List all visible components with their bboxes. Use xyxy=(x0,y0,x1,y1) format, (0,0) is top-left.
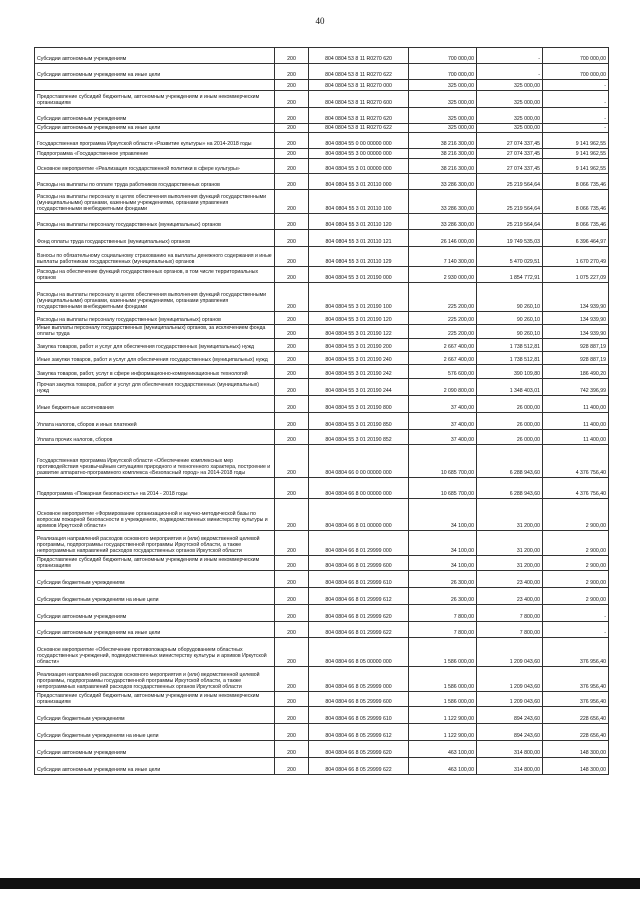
row-approved-amount-cell: 576 600,00 xyxy=(409,365,477,379)
row-classification-code-cell: 804 0804 66 8 01 29999 620 xyxy=(309,605,409,622)
row-classification-code-cell: 804 0804 53 8 11 R0270 622 xyxy=(309,64,409,80)
budget-table-body xyxy=(35,48,609,775)
row-executed-amount-cell: 26 000,00 xyxy=(477,396,543,413)
row-remaining-amount-cell: 2 900,00 xyxy=(543,588,609,605)
row-classification-code-cell: 804 0804 55 0 00 00000 000 xyxy=(309,133,409,149)
row-admin-code-cell: 200 xyxy=(275,692,309,707)
row-executed-amount-cell: 90 260,10 xyxy=(477,312,543,325)
row-remaining-amount-cell: 134 939,90 xyxy=(543,325,609,339)
row-name-cell: Взносы по обязательному социальному страхованию на выплаты денежного содержания и иные выплаты работникам государственных (муниципальных) органов xyxy=(35,247,275,267)
row-executed-amount-cell: 25 219 564,64 xyxy=(477,214,543,230)
row-executed-amount-cell: 390 109,80 xyxy=(477,365,543,379)
row-name-cell: Закупка товаров, работ и услуг для обеспечения государственных (муниципальных) нужд xyxy=(35,339,275,352)
scan-edge-bar xyxy=(0,878,640,889)
table-row xyxy=(35,478,609,499)
row-executed-amount-cell: 894 243,60 xyxy=(477,707,543,724)
row-remaining-amount-cell: 376 956,40 xyxy=(543,667,609,692)
row-admin-code-cell: 200 xyxy=(275,312,309,325)
row-admin-code-cell: 200 xyxy=(275,325,309,339)
row-approved-amount-cell: 26 146 000,00 xyxy=(409,230,477,247)
row-classification-code-cell: 804 0804 66 8 01 29999 610 xyxy=(309,571,409,588)
row-classification-code-cell: 804 0804 55 3 01 20190 242 xyxy=(309,365,409,379)
row-remaining-amount-cell: 2 900,00 xyxy=(543,571,609,588)
row-remaining-amount-cell: - xyxy=(543,108,609,124)
row-name-cell: Фонд оплаты труда государственных (муниципальных) органов xyxy=(35,230,275,247)
row-admin-code-cell: 200 xyxy=(275,707,309,724)
row-executed-amount-cell: 325 000,00 xyxy=(477,108,543,124)
row-admin-code-cell: 200 xyxy=(275,622,309,638)
row-remaining-amount-cell: 2 900,00 xyxy=(543,556,609,571)
row-name-cell: Государственная программа Иркутской области «Обеспечение комплексных мер противодействия чрезвычайным ситуациям природного и техногенного характера, построение и развитие аппаратно-программного комплекса «Безопасный город» на 2014-2018 годы xyxy=(35,445,275,478)
row-classification-code-cell: 804 0804 55 3 01 20110 000 xyxy=(309,174,409,190)
row-admin-code-cell: 200 xyxy=(275,214,309,230)
row-executed-amount-cell: 1 209 043,60 xyxy=(477,638,543,667)
row-admin-code-cell: 200 xyxy=(275,247,309,267)
row-admin-code-cell: 200 xyxy=(275,124,309,133)
table-row xyxy=(35,365,609,379)
row-remaining-amount-cell: 9 141 962,55 xyxy=(543,149,609,159)
table-row xyxy=(35,339,609,352)
row-approved-amount-cell: 1 586 000,00 xyxy=(409,667,477,692)
row-classification-code-cell: 804 0804 53 8 11 R0270 600 xyxy=(309,91,409,108)
row-remaining-amount-cell: 134 939,90 xyxy=(543,283,609,312)
row-classification-code-cell: 804 0804 55 3 01 20190 240 xyxy=(309,352,409,365)
row-admin-code-cell: 200 xyxy=(275,758,309,775)
row-admin-code-cell: 200 xyxy=(275,588,309,605)
row-executed-amount-cell: 27 074 337,45 xyxy=(477,133,543,149)
row-admin-code-cell: 200 xyxy=(275,445,309,478)
row-remaining-amount-cell: 134 939,90 xyxy=(543,312,609,325)
table-row xyxy=(35,379,609,396)
row-executed-amount-cell: 1 738 512,81 xyxy=(477,352,543,365)
row-approved-amount-cell: 7 800,00 xyxy=(409,605,477,622)
row-admin-code-cell: 200 xyxy=(275,396,309,413)
row-executed-amount-cell: 25 219 564,64 xyxy=(477,174,543,190)
row-remaining-amount-cell: 11 400,00 xyxy=(543,413,609,430)
row-executed-amount-cell: 27 074 337,45 xyxy=(477,159,543,174)
row-name-cell: Субсидии бюджетным учреждениям xyxy=(35,707,275,724)
row-approved-amount-cell: 38 216 300,00 xyxy=(409,159,477,174)
row-admin-code-cell: 200 xyxy=(275,571,309,588)
budget-table xyxy=(34,47,609,775)
row-remaining-amount-cell: 2 900,00 xyxy=(543,499,609,531)
row-classification-code-cell: 804 0804 66 8 05 29999 000 xyxy=(309,667,409,692)
row-classification-code-cell: 804 0804 55 3 01 20190 122 xyxy=(309,325,409,339)
row-approved-amount-cell: 325 000,00 xyxy=(409,91,477,108)
row-approved-amount-cell: 37 400,00 xyxy=(409,430,477,445)
row-approved-amount-cell: 2 667 400,00 xyxy=(409,339,477,352)
row-name-cell: Уплата налогов, сборов и иных платежей xyxy=(35,413,275,430)
row-remaining-amount-cell: 228 656,40 xyxy=(543,707,609,724)
row-name-cell: Субсидии автономным учреждениям xyxy=(35,605,275,622)
row-name-cell: Расходы на выплаты персоналу в целях обеспечения выполнения функций государственными (муниципальными) органами, казенными учреждениями, органами управления государственными внебюджетными фондами xyxy=(35,283,275,312)
row-name-cell: Реализация направлений расходов основного мероприятия и (или) ведомственной целевой программы, подпрограммы государственной программы Иркутской области, а также непрограммных направлений расходов государственных органов Иркутской области xyxy=(35,667,275,692)
row-executed-amount-cell: 1 209 043,60 xyxy=(477,692,543,707)
row-approved-amount-cell: 34 100,00 xyxy=(409,499,477,531)
row-name-cell: Субсидии автономным учреждениям на иные цели xyxy=(35,124,275,133)
row-approved-amount-cell: 33 286 300,00 xyxy=(409,190,477,214)
row-remaining-amount-cell: 11 400,00 xyxy=(543,396,609,413)
row-classification-code-cell: 804 0804 66 8 00 00000 000 xyxy=(309,478,409,499)
row-name-cell: Предоставление субсидий бюджетным, автономным учреждениям и иным некоммерческим организациям xyxy=(35,91,275,108)
row-approved-amount-cell: 38 216 300,00 xyxy=(409,133,477,149)
table-row xyxy=(35,556,609,571)
row-approved-amount-cell: 7 800,00 xyxy=(409,622,477,638)
row-approved-amount-cell: 1 122 900,00 xyxy=(409,724,477,741)
table-row xyxy=(35,707,609,724)
row-approved-amount-cell: 1 122 900,00 xyxy=(409,707,477,724)
row-classification-code-cell: 804 0804 55 3 01 20110 100 xyxy=(309,190,409,214)
row-admin-code-cell: 200 xyxy=(275,352,309,365)
row-name-cell: Уплата прочих налогов, сборов xyxy=(35,430,275,445)
table-row xyxy=(35,108,609,124)
row-classification-code-cell: 804 0804 66 8 05 29999 620 xyxy=(309,741,409,758)
row-admin-code-cell: 200 xyxy=(275,638,309,667)
table-row xyxy=(35,124,609,133)
row-executed-amount-cell: 1 738 512,81 xyxy=(477,339,543,352)
row-admin-code-cell: 200 xyxy=(275,108,309,124)
table-row xyxy=(35,430,609,445)
row-name-cell: Субсидии бюджетным учреждениям на иные цели xyxy=(35,724,275,741)
row-name-cell: Основное мероприятие «Реализация государственной политики в сфере культуры» xyxy=(35,159,275,174)
row-remaining-amount-cell: 148 300,00 xyxy=(543,741,609,758)
row-approved-amount-cell: 26 300,00 xyxy=(409,571,477,588)
table-row xyxy=(35,724,609,741)
row-classification-code-cell: 804 0804 55 3 01 20110 121 xyxy=(309,230,409,247)
table-row xyxy=(35,638,609,667)
row-remaining-amount-cell: 186 490,20 xyxy=(543,365,609,379)
row-name-cell: Субсидии автономным учреждениям на иные цели xyxy=(35,64,275,80)
row-approved-amount-cell: 10 685 700,00 xyxy=(409,478,477,499)
page-number: 40 xyxy=(315,16,325,26)
table-row xyxy=(35,80,609,91)
row-approved-amount-cell: 225 200,00 xyxy=(409,325,477,339)
row-admin-code-cell: 200 xyxy=(275,499,309,531)
row-classification-code-cell: 804 0804 55 3 01 20190 852 xyxy=(309,430,409,445)
row-name-cell: Расходы на выплаты персоналу государственных (муниципальных) органов xyxy=(35,312,275,325)
row-name-cell: Государственная программа Иркутской области «Развитие культуры» на 2014-2018 годы xyxy=(35,133,275,149)
row-classification-code-cell: 804 0804 66 8 05 29999 612 xyxy=(309,724,409,741)
row-classification-code-cell: 804 0804 55 3 01 20190 000 xyxy=(309,267,409,283)
row-remaining-amount-cell: - xyxy=(543,124,609,133)
row-admin-code-cell: 200 xyxy=(275,91,309,108)
row-name-cell: Субсидии автономным учреждениям на иные цели xyxy=(35,758,275,775)
row-executed-amount-cell: 25 219 564,64 xyxy=(477,190,543,214)
row-executed-amount-cell: 1 854 772,91 xyxy=(477,267,543,283)
row-classification-code-cell: 804 0804 66 8 01 29999 622 xyxy=(309,622,409,638)
row-executed-amount-cell: 5 470 029,51 xyxy=(477,247,543,267)
row-remaining-amount-cell: 700 000,00 xyxy=(543,64,609,80)
row-name-cell: Расходы на выплаты по оплате труда работников государственных органов xyxy=(35,174,275,190)
row-name-cell: Прочая закупка товаров, работ и услуг для обеспечения государственных (муниципальных) нужд xyxy=(35,379,275,396)
row-name-cell: Предоставление субсидий бюджетным, автономным учреждениям и иным некоммерческим организациям xyxy=(35,692,275,707)
row-executed-amount-cell: 23 400,00 xyxy=(477,588,543,605)
row-admin-code-cell: 200 xyxy=(275,267,309,283)
row-classification-code-cell: 804 0804 53 8 11 R0270 000 xyxy=(309,80,409,91)
row-classification-code-cell: 804 0804 55 3 01 20190 244 xyxy=(309,379,409,396)
table-row xyxy=(35,91,609,108)
row-approved-amount-cell: 1 586 000,00 xyxy=(409,692,477,707)
row-name-cell: Расходы на выплаты персоналу государственных (муниципальных) органов xyxy=(35,214,275,230)
row-classification-code-cell: 804 0804 66 8 05 29999 622 xyxy=(309,758,409,775)
row-remaining-amount-cell: 928 887,19 xyxy=(543,352,609,365)
row-name-cell: Субсидии автономным учреждениям xyxy=(35,48,275,64)
row-approved-amount-cell: 463 100,00 xyxy=(409,741,477,758)
row-approved-amount-cell: 34 100,00 xyxy=(409,531,477,556)
row-name-cell: Субсидии автономным учреждениям на иные цели xyxy=(35,622,275,638)
table-row xyxy=(35,396,609,413)
table-row xyxy=(35,445,609,478)
table-row xyxy=(35,214,609,230)
row-approved-amount-cell: 463 100,00 xyxy=(409,758,477,775)
row-name-cell: Предоставление субсидий бюджетным, автономным учреждениям и иным некоммерческим организациям xyxy=(35,556,275,571)
row-executed-amount-cell: 6 288 943,60 xyxy=(477,445,543,478)
row-approved-amount-cell: 33 286 300,00 xyxy=(409,214,477,230)
row-executed-amount-cell: 19 749 535,03 xyxy=(477,230,543,247)
table-row xyxy=(35,352,609,365)
row-admin-code-cell: 200 xyxy=(275,379,309,396)
row-remaining-amount-cell: 4 376 756,40 xyxy=(543,445,609,478)
row-approved-amount-cell: 34 100,00 xyxy=(409,556,477,571)
row-remaining-amount-cell: 1 075 227,09 xyxy=(543,267,609,283)
row-remaining-amount-cell: 376 956,40 xyxy=(543,692,609,707)
row-admin-code-cell: 200 xyxy=(275,741,309,758)
row-name-cell: Подпрограмма «Государственное управление xyxy=(35,149,275,159)
row-remaining-amount-cell: 148 300,00 xyxy=(543,758,609,775)
row-classification-code-cell: 804 0804 66 8 05 00000 000 xyxy=(309,638,409,667)
table-row xyxy=(35,133,609,149)
row-executed-amount-cell: 6 288 943,60 xyxy=(477,478,543,499)
row-approved-amount-cell: 10 685 700,00 xyxy=(409,445,477,478)
row-name-cell: Иные закупки товаров, работ и услуг для обеспечения государственных (муниципальных) нужд xyxy=(35,352,275,365)
row-classification-code-cell: 804 0804 53 8 11 R0270 620 xyxy=(309,48,409,64)
table-row xyxy=(35,283,609,312)
row-remaining-amount-cell: 376 956,40 xyxy=(543,638,609,667)
row-name-cell: Основное мероприятие «Формирование организационной и научно-методической базы по вопросам пожарной безопасности в учреждениях, подведомственных министерству культуры и архивов Иркутской области» xyxy=(35,499,275,531)
table-row xyxy=(35,741,609,758)
row-remaining-amount-cell: 700 000,00 xyxy=(543,48,609,64)
table-row xyxy=(35,159,609,174)
row-executed-amount-cell: 26 000,00 xyxy=(477,413,543,430)
row-admin-code-cell: 200 xyxy=(275,48,309,64)
row-remaining-amount-cell: - xyxy=(543,622,609,638)
row-executed-amount-cell: 314 800,00 xyxy=(477,741,543,758)
row-remaining-amount-cell: 8 066 735,46 xyxy=(543,214,609,230)
row-classification-code-cell: 804 0804 55 3 01 00000 000 xyxy=(309,159,409,174)
row-remaining-amount-cell: 8 066 735,46 xyxy=(543,174,609,190)
row-approved-amount-cell: 38 216 300,00 xyxy=(409,149,477,159)
row-admin-code-cell: 200 xyxy=(275,556,309,571)
table-row xyxy=(35,64,609,80)
row-classification-code-cell: 804 0804 55 3 01 20190 800 xyxy=(309,396,409,413)
row-admin-code-cell: 200 xyxy=(275,605,309,622)
row-name-cell: Подпрограмма «Пожарная безопасность» на 2014 - 2018 годы xyxy=(35,478,275,499)
row-name-cell: Расходы на выплаты персоналу в целях обеспечения выполнения функций государственными (муниципальными) органами, казенными учреждениями, органами управления государственными внебюджетными фондами xyxy=(35,190,275,214)
table-row xyxy=(35,622,609,638)
row-approved-amount-cell: 1 586 000,00 xyxy=(409,638,477,667)
table-row xyxy=(35,758,609,775)
row-classification-code-cell: 804 0804 66 8 01 29999 000 xyxy=(309,531,409,556)
row-classification-code-cell: 804 0804 66 8 01 00000 000 xyxy=(309,499,409,531)
row-approved-amount-cell: 325 000,00 xyxy=(409,80,477,91)
row-classification-code-cell: 804 0804 55 3 01 20190 120 xyxy=(309,312,409,325)
row-remaining-amount-cell: - xyxy=(543,91,609,108)
table-row xyxy=(35,571,609,588)
row-name-cell: Основное мероприятие «Обеспечение противопожарным оборудованием областных государственных учреждений, подведомственных министерству культуры и архивов Иркутской области» xyxy=(35,638,275,667)
row-executed-amount-cell: 1 348 403,01 xyxy=(477,379,543,396)
row-classification-code-cell: 804 0804 53 8 11 R0270 620 xyxy=(309,108,409,124)
table-row xyxy=(35,230,609,247)
row-name-cell: Иные бюджетные ассигнования xyxy=(35,396,275,413)
table-row xyxy=(35,499,609,531)
row-executed-amount-cell: 23 400,00 xyxy=(477,571,543,588)
row-admin-code-cell: 200 xyxy=(275,174,309,190)
row-admin-code-cell: 200 xyxy=(275,667,309,692)
row-name-cell: Субсидии бюджетным учреждениям xyxy=(35,571,275,588)
row-approved-amount-cell: 325 000,00 xyxy=(409,124,477,133)
row-admin-code-cell: 200 xyxy=(275,80,309,91)
row-remaining-amount-cell: 9 141 962,55 xyxy=(543,133,609,149)
row-approved-amount-cell: 700 000,00 xyxy=(409,48,477,64)
row-executed-amount-cell: 90 260,10 xyxy=(477,325,543,339)
row-admin-code-cell: 200 xyxy=(275,478,309,499)
row-name-cell: Закупка товаров, работ, услуг в сфере информационно-коммуникационных технологий xyxy=(35,365,275,379)
row-remaining-amount-cell: 1 670 270,49 xyxy=(543,247,609,267)
row-classification-code-cell: 804 0804 55 3 01 20190 850 xyxy=(309,413,409,430)
row-admin-code-cell: 200 xyxy=(275,430,309,445)
row-admin-code-cell: 200 xyxy=(275,64,309,80)
row-executed-amount-cell: 7 800,00 xyxy=(477,622,543,638)
row-admin-code-cell: 200 xyxy=(275,159,309,174)
row-executed-amount-cell: 31 200,00 xyxy=(477,531,543,556)
table-row xyxy=(35,692,609,707)
row-classification-code-cell: 804 0804 55 3 01 20190 200 xyxy=(309,339,409,352)
row-executed-amount-cell: 31 200,00 xyxy=(477,556,543,571)
row-executed-amount-cell: 314 800,00 xyxy=(477,758,543,775)
row-approved-amount-cell: 33 286 300,00 xyxy=(409,174,477,190)
row-executed-amount-cell: - xyxy=(477,48,543,64)
row-classification-code-cell: 804 0804 53 8 11 R0270 622 xyxy=(309,124,409,133)
row-executed-amount-cell: 894 243,60 xyxy=(477,724,543,741)
row-approved-amount-cell: 26 300,00 xyxy=(409,588,477,605)
table-row xyxy=(35,325,609,339)
row-admin-code-cell: 200 xyxy=(275,283,309,312)
row-classification-code-cell: 804 0804 55 3 01 20190 100 xyxy=(309,283,409,312)
row-remaining-amount-cell: 4 376 756,40 xyxy=(543,478,609,499)
row-executed-amount-cell: 7 800,00 xyxy=(477,605,543,622)
row-classification-code-cell: 804 0804 66 8 01 29999 612 xyxy=(309,588,409,605)
row-name-cell: Субсидии бюджетным учреждениям на иные цели xyxy=(35,588,275,605)
row-executed-amount-cell: 325 000,00 xyxy=(477,80,543,91)
row-admin-code-cell: 200 xyxy=(275,190,309,214)
row-classification-code-cell: 804 0804 55 3 01 20110 120 xyxy=(309,214,409,230)
row-approved-amount-cell: 2 667 400,00 xyxy=(409,352,477,365)
row-classification-code-cell: 804 0804 66 8 05 29999 610 xyxy=(309,707,409,724)
row-admin-code-cell: 200 xyxy=(275,339,309,352)
row-approved-amount-cell: 700 000,00 xyxy=(409,64,477,80)
row-classification-code-cell: 804 0804 66 8 05 29999 600 xyxy=(309,692,409,707)
row-approved-amount-cell: 7 140 300,00 xyxy=(409,247,477,267)
row-remaining-amount-cell: 742 396,99 xyxy=(543,379,609,396)
row-executed-amount-cell: 26 000,00 xyxy=(477,430,543,445)
row-remaining-amount-cell: 6 396 464,97 xyxy=(543,230,609,247)
row-remaining-amount-cell: 928 887,19 xyxy=(543,339,609,352)
row-admin-code-cell: 200 xyxy=(275,149,309,159)
table-row xyxy=(35,605,609,622)
row-executed-amount-cell: 27 074 337,45 xyxy=(477,149,543,159)
row-name-cell: Иные выплаты персоналу государственных (муниципальных) органов, за исключением фонда оплаты труда xyxy=(35,325,275,339)
row-remaining-amount-cell: - xyxy=(543,605,609,622)
row-approved-amount-cell: 37 400,00 xyxy=(409,413,477,430)
row-classification-code-cell: 804 0804 66 8 01 29999 600 xyxy=(309,556,409,571)
row-approved-amount-cell: 37 400,00 xyxy=(409,396,477,413)
row-executed-amount-cell: 325 000,00 xyxy=(477,124,543,133)
table-row xyxy=(35,267,609,283)
table-row xyxy=(35,174,609,190)
row-remaining-amount-cell: 228 656,40 xyxy=(543,724,609,741)
table-row xyxy=(35,247,609,267)
row-approved-amount-cell: 325 000,00 xyxy=(409,108,477,124)
row-remaining-amount-cell: 8 066 735,46 xyxy=(543,190,609,214)
row-name-cell: Реализация направлений расходов основного мероприятия и (или) ведомственной целевой программы, подпрограммы государственной программы Иркутской области, а также непрограммных направлений расходов государственных органов Иркутской области xyxy=(35,531,275,556)
row-executed-amount-cell: 31 200,00 xyxy=(477,499,543,531)
row-admin-code-cell: 200 xyxy=(275,531,309,556)
row-approved-amount-cell: 225 200,00 xyxy=(409,283,477,312)
row-name-cell: Субсидии автономным учреждениям xyxy=(35,108,275,124)
row-approved-amount-cell: 2 090 800,00 xyxy=(409,379,477,396)
row-name-cell xyxy=(35,80,275,91)
table-row xyxy=(35,190,609,214)
row-classification-code-cell: 804 0804 55 3 01 20110 129 xyxy=(309,247,409,267)
row-admin-code-cell: 200 xyxy=(275,230,309,247)
row-remaining-amount-cell: 2 900,00 xyxy=(543,531,609,556)
row-remaining-amount-cell: 11 400,00 xyxy=(543,430,609,445)
row-approved-amount-cell: 225 200,00 xyxy=(409,312,477,325)
row-classification-code-cell: 804 0804 66 0 00 00000 000 xyxy=(309,445,409,478)
row-classification-code-cell: 804 0804 55 3 00 00000 000 xyxy=(309,149,409,159)
table-row xyxy=(35,312,609,325)
table-row xyxy=(35,667,609,692)
table-row xyxy=(35,48,609,64)
table-row xyxy=(35,531,609,556)
row-name-cell: Расходы на обеспечение функций государственных органов, в том числе территориальных органов xyxy=(35,267,275,283)
row-executed-amount-cell: 90 260,10 xyxy=(477,283,543,312)
row-name-cell: Субсидии автономным учреждениям xyxy=(35,741,275,758)
table-row xyxy=(35,413,609,430)
row-remaining-amount-cell: 9 141 962,55 xyxy=(543,159,609,174)
row-executed-amount-cell: 325 000,00 xyxy=(477,91,543,108)
row-admin-code-cell: 200 xyxy=(275,413,309,430)
row-admin-code-cell: 200 xyxy=(275,365,309,379)
table-row xyxy=(35,149,609,159)
row-admin-code-cell: 200 xyxy=(275,133,309,149)
row-approved-amount-cell: 2 930 000,00 xyxy=(409,267,477,283)
table-row xyxy=(35,588,609,605)
row-admin-code-cell: 200 xyxy=(275,724,309,741)
row-executed-amount-cell: - xyxy=(477,64,543,80)
row-remaining-amount-cell: - xyxy=(543,80,609,91)
row-executed-amount-cell: 1 209 043,60 xyxy=(477,667,543,692)
